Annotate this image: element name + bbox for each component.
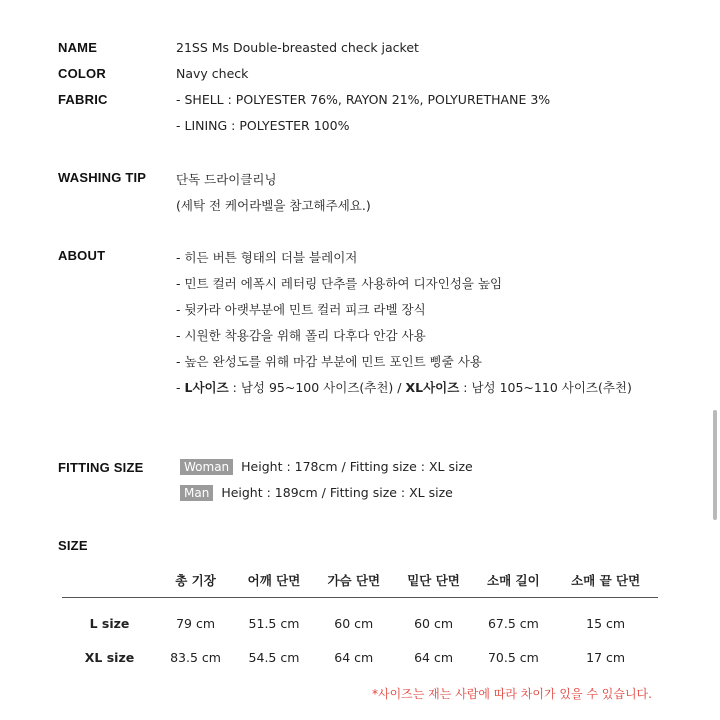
about-xl-text: : 남성 105~110 사이즈(추천) xyxy=(459,380,632,395)
washing-tip-label: WASHING TIP xyxy=(58,170,147,185)
about-line-4: - 시원한 착용감을 위해 폴리 다후다 안감 사용 xyxy=(176,328,426,343)
table-cell: 64 cm xyxy=(334,649,374,665)
about-line-3: - 뒷카라 아랫부분에 민트 컬러 피크 라벨 장식 xyxy=(176,302,426,317)
size-disclaimer-note: *사이즈는 재는 사람에 따라 차이가 있을 수 있습니다. xyxy=(372,687,652,701)
fabric-lining: - LINING : POLYESTER 100% xyxy=(176,118,350,133)
fitting-size-label: FITTING SIZE xyxy=(58,460,144,475)
row-label-xl: XL size xyxy=(84,649,135,665)
header-total-length: 총 기장 xyxy=(157,563,234,598)
washing-tip-line-1: 단독 드라이클리닝 xyxy=(176,172,277,187)
table-cell: 79 cm xyxy=(176,615,215,631)
table-row xyxy=(62,640,658,674)
color-value: Navy check xyxy=(176,66,249,81)
color-label: COLOR xyxy=(58,66,106,81)
size-table-header xyxy=(62,563,658,598)
fitting-man-row xyxy=(180,485,453,501)
size-label: SIZE xyxy=(58,538,88,553)
man-fitting-text: Height : 189cm / Fitting size : XL size xyxy=(221,485,453,500)
about-line-5: - 높은 완성도를 위해 마감 부분에 민트 포인트 삥줄 사용 xyxy=(176,354,482,369)
about-l-size: L사이즈 xyxy=(184,380,229,395)
about-l-text: : 남성 95~100 사이즈(추천) / xyxy=(228,380,406,395)
table-cell: 51.5 cm xyxy=(248,615,300,631)
about-xl-size: XL사이즈 xyxy=(405,380,460,395)
table-cell: 64 cm xyxy=(414,649,454,665)
table-cell: 54.5 cm xyxy=(248,649,300,665)
man-badge: Man xyxy=(180,485,213,501)
header-hem: 밑단 단면 xyxy=(394,563,474,598)
table-cell: 15 cm xyxy=(586,615,626,631)
table-cell: 60 cm xyxy=(414,615,454,631)
table-cell: 70.5 cm xyxy=(487,649,539,665)
woman-badge: Woman xyxy=(180,459,233,475)
header-sleeve-length: 소매 길이 xyxy=(473,563,553,598)
row-label-l: L size xyxy=(89,615,130,631)
size-table xyxy=(62,563,658,674)
table-cell: 67.5 cm xyxy=(487,615,539,631)
about-prefix: - xyxy=(176,380,185,395)
header-shoulder: 어깨 단면 xyxy=(234,563,314,598)
about-line-1: - 히든 버튼 형태의 더블 블레이저 xyxy=(176,250,358,265)
name-label: NAME xyxy=(58,40,98,55)
about-label: ABOUT xyxy=(58,248,106,263)
fitting-woman-row xyxy=(180,459,473,475)
about-line-6 xyxy=(176,378,632,396)
about-line-2: - 민트 컬러 에폭시 레터링 단추를 사용하여 디자인성을 높임 xyxy=(176,276,503,291)
header-chest: 가슴 단면 xyxy=(314,563,394,598)
table-cell: 17 cm xyxy=(586,649,626,665)
name-value: 21SS Ms Double-breasted check jacket xyxy=(176,40,419,55)
washing-tip-line-2: (세탁 전 케어라벨을 참고해주세요.) xyxy=(176,198,371,213)
size-header-empty xyxy=(62,563,157,598)
woman-fitting-text: Height : 178cm / Fitting size : XL size xyxy=(241,459,473,474)
table-cell: 83.5 cm xyxy=(170,649,221,665)
scrollbar-thumb[interactable] xyxy=(713,410,717,520)
header-sleeve-opening: 소매 끝 단면 xyxy=(553,563,658,598)
fabric-shell: - SHELL : POLYESTER 76%, RAYON 21%, POLYURETHANE 3% xyxy=(176,92,551,107)
fabric-label: FABRIC xyxy=(58,92,108,107)
table-cell: 60 cm xyxy=(334,615,374,631)
table-row xyxy=(62,598,658,641)
